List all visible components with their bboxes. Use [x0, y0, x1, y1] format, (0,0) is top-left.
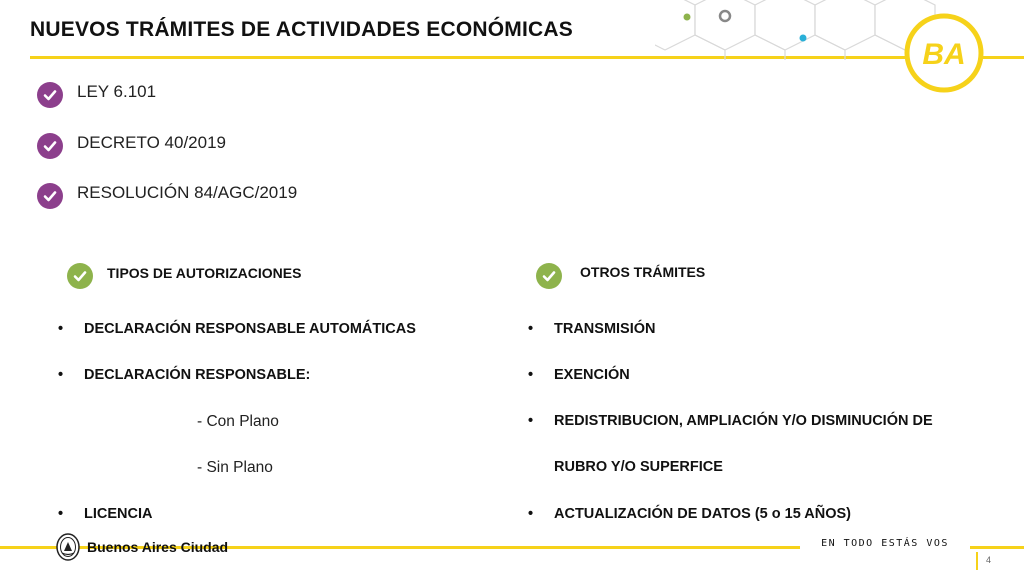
blue-dot-decoration — [800, 35, 807, 42]
list-item — [528, 367, 630, 383]
page-title: NUEVOS TRÁMITES DE ACTIVIDADES ECONÓMICAS — [30, 18, 573, 41]
list-item-label: DECLARACIÓN RESPONSABLE AUTOMÁTICAS — [84, 321, 416, 337]
section-heading-otros: OTROS TRÁMITES — [580, 264, 706, 280]
footer-brand — [56, 533, 228, 561]
hexagon-pattern-decoration — [655, 0, 945, 60]
sub-item-con-plano: - Con Plano — [197, 413, 279, 430]
check-circle-icon — [37, 82, 63, 108]
ba-logo-text: BA — [922, 38, 966, 71]
list-item-label: TRANSMISIÓN — [554, 321, 656, 337]
green-dot-decoration — [684, 14, 691, 21]
ba-logo — [903, 12, 985, 94]
law-item-ley: LEY 6.101 — [77, 82, 157, 101]
bullet-glyph: • — [58, 367, 64, 383]
page-number-divider — [976, 552, 978, 570]
list-item — [528, 321, 656, 337]
list-item-label: DECLARACIÓN RESPONSABLE: — [84, 367, 311, 383]
check-circle-icon — [536, 263, 562, 289]
sub-item-sin-plano: - Sin Plano — [197, 459, 273, 476]
check-circle-icon — [37, 183, 63, 209]
bullet-glyph: • — [528, 506, 534, 522]
bullet-glyph: • — [58, 321, 64, 337]
bullet-glyph: • — [528, 321, 534, 337]
footer-brand-name: Buenos Aires Ciudad — [87, 539, 229, 555]
list-item-label: LICENCIA — [84, 506, 153, 522]
law-item-decreto: DECRETO 40/2019 — [77, 133, 226, 152]
list-item-label: ACTUALIZACIÓN DE DATOS (5 o 15 AÑOS) — [554, 506, 851, 522]
check-circle-icon — [67, 263, 93, 289]
ring-decoration — [720, 11, 730, 21]
list-item-continuation: RUBRO Y/O SUPERFICE — [554, 459, 723, 475]
list-item — [528, 506, 851, 522]
slogan: EN TODO ESTÁS VOS — [800, 532, 970, 554]
list-item — [58, 367, 310, 383]
city-crest-icon — [56, 533, 80, 561]
list-item-label: EXENCIÓN — [554, 367, 630, 383]
page-number: 4 — [986, 555, 992, 565]
check-circle-icon — [37, 133, 63, 159]
bullet-glyph: • — [528, 367, 534, 383]
list-item — [58, 506, 152, 522]
list-item — [528, 413, 933, 429]
law-item-resolucion: RESOLUCIÓN 84/AGC/2019 — [77, 183, 298, 202]
list-item-label: REDISTRIBUCION, AMPLIACIÓN Y/O DISMINUCIÓN DE — [554, 413, 933, 429]
bullet-glyph: • — [528, 413, 534, 429]
list-item — [58, 321, 416, 337]
bullet-glyph: • — [58, 506, 64, 522]
section-heading-tipos: TIPOS DE AUTORIZACIONES — [107, 265, 302, 281]
